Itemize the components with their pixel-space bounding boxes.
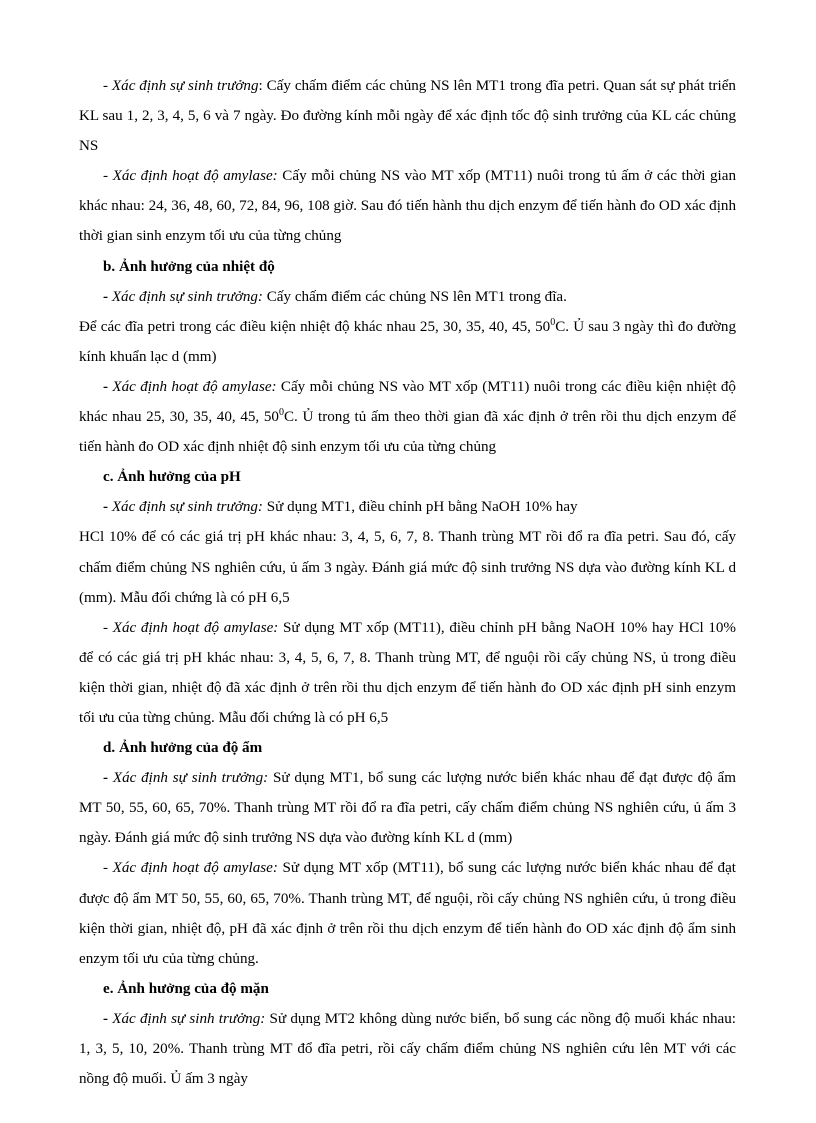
- method-item: [79, 613, 736, 733]
- item-text: Cấy chấm điểm các chủng NS lên MT1 trong đĩa.: [266, 288, 567, 305]
- item-dash: -: [103, 168, 113, 185]
- method-item: [79, 1004, 736, 1094]
- method-item: [79, 372, 736, 462]
- section-heading: b. Ảnh hưởng của nhiệt độ: [103, 258, 275, 275]
- item-dash: -: [103, 378, 113, 395]
- item-label: Xác định hoạt độ amylase:: [112, 860, 278, 877]
- item-dash: -: [103, 1010, 113, 1027]
- item-dash: -: [103, 770, 113, 787]
- paragraph-text: Để các đĩa petri trong các điều kiện nhiệt độ khác nhau 25, 30, 35, 40, 45, 50: [79, 318, 551, 335]
- item-label: Xác định hoạt độ amylase:: [112, 619, 279, 636]
- item-text: Sử dụng MT xốp (MT11), bổ sung các lượng nước biển khác nhau để đạt được độ ẩm MT 50, 55, 60, 65, 70%. Thanh trùng MT, để nguội, rồi cấy chủng NS nghiên cứu, ủ trong điều kiện thời gian, nhiệt độ, pH đã xác định ở trên rồi thu dịch enzym để tiến hành đo OD xác định độ ẩm sinh enzym tối ưu của từng chủng.: [79, 860, 736, 967]
- item-dash: -: [103, 860, 113, 877]
- item-text: Sử dụng MT2 không dùng nước biển, bổ sung các nồng độ muối khác nhau: 1, 3, 5, 10, 20%. Thanh trùng MT đổ đĩa petri, rồi cấy chấm điểm chủng NS nghiên cứu lên MT với các nồng độ muối. Ủ ấm 3 ngày: [79, 1010, 736, 1088]
- item-text: Sử dụng MT xốp (MT11), điều chỉnh pH bằng NaOH 10% hay HCl 10% để có các giá trị pH khác nhau: 3, 4, 5, 6, 7, 8. Thanh trùng MT, để nguội rồi cấy chủng NS, ủ trong điều kiện thời gian, nhiệt độ đã xác định ở trên rồi thu dịch enzym để tiến hành đo OD xác định pH sinh enzym tối ưu của từng chủng. Mẫu đối chứng là có pH 6,5: [79, 619, 737, 726]
- item-text: Cấy mỗi chủng NS vào MT xốp (MT11) nuôi trong tủ ấm ở các thời gian khác nhau: 24, 36, 48, 60, 72, 84, 96, 108 giờ. Sau đó tiến hành thu dịch enzym để tiến hành đo OD xác định thời gian sinh enzym tối ưu của từng chủng: [79, 168, 736, 245]
- degree-superscript: 0: [550, 316, 556, 328]
- item-text: C. Ủ trong tủ ấm theo thời gian đã xác định ở trên rồi thu dịch enzym để tiến hành đo OD xác định nhiệt độ sinh enzym tối ưu của từng chủng: [79, 409, 736, 456]
- item-label: Xác định sự sinh trưởng:: [111, 288, 263, 305]
- body-paragraph: [79, 312, 736, 372]
- section-heading: d. Ảnh hưởng của độ ẩm: [103, 740, 263, 757]
- method-item: [79, 492, 736, 522]
- item-label: Xác định sự sinh trưởng: [111, 78, 259, 94]
- item-dash: -: [103, 619, 113, 636]
- method-item: [79, 763, 736, 853]
- item-dash: -: [103, 499, 112, 516]
- item-text: Cấy mỗi chủng NS vào MT xốp (MT11) nuôi trong các điều kiện nhiệt độ khác nhau 25, 30, 35, 40, 45, 50: [79, 378, 736, 426]
- item-text: Sử dụng MT1, điều chỉnh pH bằng NaOH 10% hay: [266, 499, 578, 516]
- body-paragraph: HCl 10% để có các giá trị pH khác nhau: 3, 4, 5, 6, 7, 8. Thanh trùng MT rồi đổ ra đĩa petri. Sau đó, cấy chấm điểm chủng NS nghiên cứu, ủ ấm 3 ngày. Đánh giá mức độ sinh trưởng NS dựa vào đường kính KL d (mm). Mẫu đối chứng là có pH 6,5: [79, 529, 736, 606]
- method-item: [79, 71, 736, 161]
- document-page: [79, 71, 736, 1094]
- method-item: [79, 853, 736, 973]
- section-heading: c. Ảnh hưởng của pH: [103, 469, 241, 486]
- item-separator: :: [258, 78, 267, 94]
- item-text: Sử dụng MT1, bổ sung các lượng nước biển khác nhau để đạt được độ ẩm MT 50, 55, 60, 65, 70%. Thanh trùng MT rồi đổ ra đĩa petri, cấy chấm điểm chủng NS nghiên cứu, ủ ấm 3 ngày. Đánh giá mức độ sinh trưởng NS dựa vào đường kính KL d (mm): [79, 770, 736, 847]
- method-item: [79, 161, 736, 251]
- item-label: Xác định sự sinh trưởng:: [112, 770, 269, 787]
- degree-superscript: 0: [278, 407, 284, 418]
- item-label: Xác định sự sinh trưởng:: [111, 499, 263, 516]
- method-item: [79, 282, 736, 312]
- item-label: Xác định sự sinh trưởng:: [112, 1010, 266, 1027]
- item-label: Xác định hoạt độ amylase:: [112, 168, 278, 185]
- paragraph-text: C. Ủ sau 3 ngày thì đo đường kính khuẩn lạc d (mm): [79, 318, 736, 365]
- item-text: Cấy chấm điểm các chủng NS lên MT1 trong đĩa petri. Quan sát sự phát triển KL sau 1, 2, 3, 4, 5, 6 và 7 ngày. Đo đường kính mỗi ngày để xác định tốc độ sinh trưởng của KL các chủng NS: [79, 78, 736, 155]
- section-heading: e. Ảnh hưởng của độ mặn: [103, 980, 269, 997]
- item-label: Xác định hoạt độ amylase:: [112, 378, 277, 395]
- item-dash: -: [103, 78, 112, 94]
- item-dash: -: [103, 288, 112, 305]
